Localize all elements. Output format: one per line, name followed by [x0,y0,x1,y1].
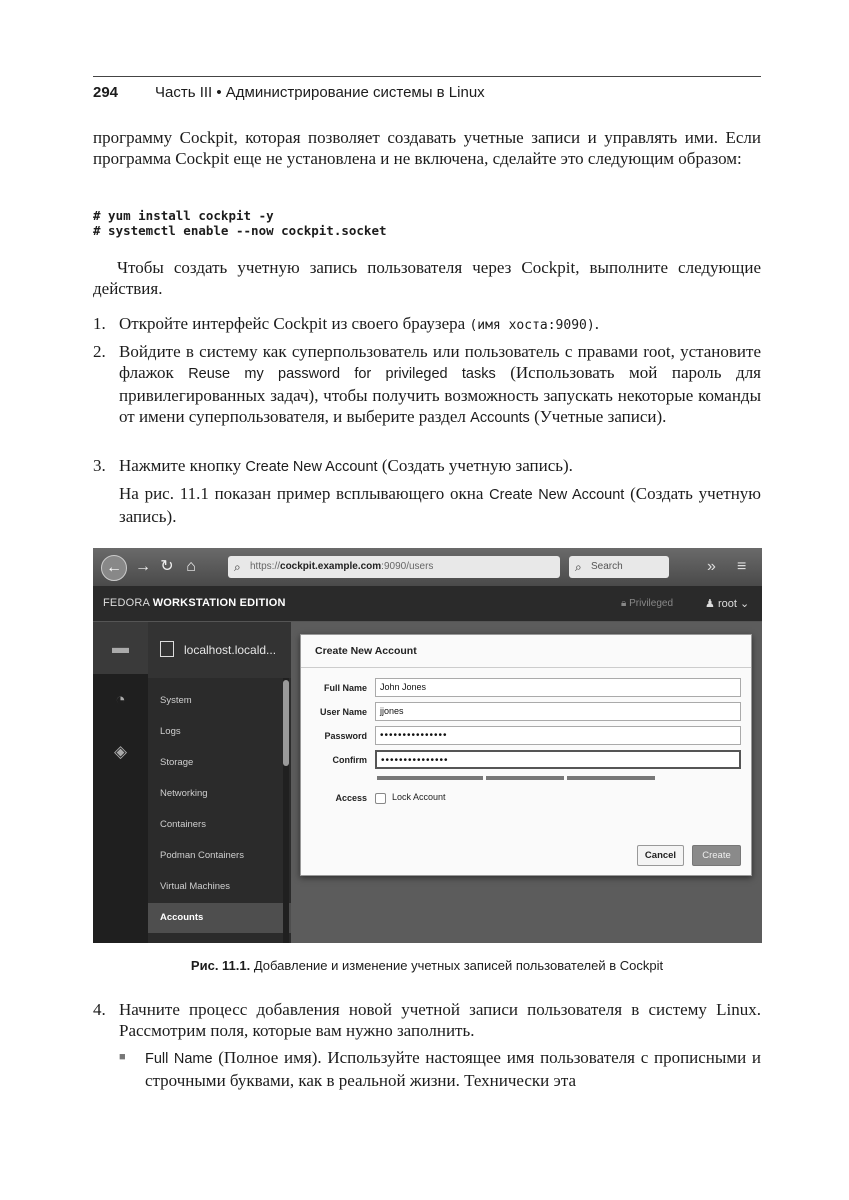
cockpit-topbar [93,586,762,622]
strength-meter-segment [377,776,483,780]
step-4-text: Начните процесс добавления новой учетной записи пользователя в систему Linux. Рассмотрим поля, которые вам нужно заполнить. [119,1000,761,1040]
step-3-end: (Создать учетную запись). [377,456,573,475]
step-number: 1. [93,314,106,333]
document-icon [160,641,174,657]
brand-bold: WORKSTATION EDITION [152,597,286,609]
sidebar-item-accounts[interactable]: Accounts [148,903,291,933]
user-name-input[interactable]: jjones [375,702,741,721]
url-bar[interactable] [228,556,560,578]
chevron-down-icon: ⌄ [739,598,750,610]
step-number: 4. [93,1000,106,1019]
url-rest: :9090/users [381,561,434,572]
step-3b-end: (Создать учетную запись). [119,484,761,526]
host-selector[interactable] [148,622,291,678]
layers-icon[interactable]: ◈ [113,742,128,761]
caption-label: Рис. 11.1. [190,958,251,973]
paragraph-2-text: Чтобы создать учетную запись пользователя через Cockpit, выполните следующие действия. [93,258,761,298]
step-2-mid: (Использовать мой пароль для привилегированных задач), чтобы получить возможность запускать некоторые команды от имени суперпользователя, и выберите раздел [119,363,761,426]
host-name: localhost.locald... [184,643,277,657]
figure-caption [93,958,761,973]
confirm-label: Confirm [332,755,367,765]
hosts-icon[interactable]: ▬ [93,622,148,674]
sidebar-scroll-thumb[interactable] [283,680,289,766]
search-icon: ⌕ [575,560,582,574]
search-placeholder: Search [591,561,623,572]
create-account-dialog [300,634,752,876]
bullet-mark: ■ [119,1051,126,1063]
back-arrow-icon[interactable]: ← [101,555,127,581]
access-label: Access [335,793,367,803]
strength-meter-segment [567,776,655,780]
sidebar-item-virtual-machines[interactable]: Virtual Machines [160,881,231,892]
search-icon: ⌕ [234,560,241,574]
strength-meter-segment [486,776,564,780]
create-account-term-2: Create New Account [489,487,625,503]
brand-label [103,597,286,609]
sidebar-item-containers[interactable]: Containers [160,819,206,830]
full-name-input[interactable]: John Jones [375,678,741,697]
create-account-term: Create New Account [245,459,378,475]
user-icon: ♟ [705,598,715,610]
step-3-text: Нажмите кнопку [119,456,246,475]
code-line-1: # yum install cockpit -y [93,208,274,223]
step-2-text: Войдите в систему как суперпользователь или пользователь с правами root, установите флажок [119,342,761,382]
paragraph-2 [93,257,761,299]
step-1-end: . [594,314,599,333]
step-number: 2. [93,342,106,361]
user-name-label: User Name [319,707,367,717]
figure-cockpit-screenshot [93,548,762,943]
vertical-nav [93,622,148,943]
header-rule [93,76,761,77]
running-header [93,84,761,106]
lock-account-label[interactable]: Lock Account [392,792,446,802]
password-input[interactable]: ••••••••••••••• [375,726,741,745]
home-icon[interactable]: ⌂ [186,558,196,575]
page-number: 294 [93,84,119,101]
url-prefix: https:// [250,561,281,572]
user-menu[interactable] [705,597,749,610]
full-name-term: Full Name [145,1051,213,1067]
browser-toolbar [93,548,762,586]
privileged-indicator[interactable] [621,598,673,609]
sidebar-item-networking[interactable]: Networking [160,788,208,799]
sidebar-item-storage[interactable]: Storage [160,757,194,768]
step-2-end: (Учетные записи). [529,407,667,426]
brand-regular: FEDORA [103,597,153,609]
reload-icon[interactable]: ↻ [160,558,174,575]
password-label: Password [324,731,367,741]
privileged-label: Privileged [629,598,674,609]
forward-arrow-icon[interactable]: → [135,558,151,575]
lock-icon: 🔒︎ [621,598,627,609]
sidebar-menu [148,678,291,943]
dashboard-icon[interactable]: ◔ [115,690,126,709]
full-name-label: Full Name [323,683,367,693]
intro-paragraph: программу Cockpit, которая позволяет создавать учетные записи и управлять ими. Если программа Cockpit еще не установлена и не включена, сделайте это следующим образом: [93,128,761,168]
confirm-password-input[interactable]: ••••••••••••••• [375,750,741,769]
caption-text: Добавление и изменение учетных записей пользователей в Cockpit [250,958,664,973]
hamburger-menu-icon[interactable]: ≡ [737,558,747,575]
sidebar-item-system[interactable]: System [160,695,192,706]
cancel-button[interactable]: Cancel [637,845,684,866]
bullet-text: (Полное имя). Используйте настоящее имя пользователя с прописными и строчными буквами, как в реальной жизни. Технически эта [145,1048,761,1090]
url-host: cockpit.example.com [280,561,382,572]
sidebar-item-logs[interactable]: Logs [160,726,181,737]
dialog-title: Create New Account [301,635,751,668]
running-title: Часть III • Администрирование системы в Linux [155,84,485,101]
step-3b-text: На рис. 11.1 показан пример всплывающего окна [119,484,490,503]
lock-account-checkbox[interactable] [375,793,386,804]
reuse-password-term: Reuse my password for privileged tasks [188,366,496,382]
step-1-text: Откройте интерфейс Cockpit из своего браузера [119,314,470,333]
browser-search-input[interactable] [569,556,669,578]
sidebar-item-podman-containers[interactable]: Podman Containers [160,850,244,861]
accounts-term: Accounts [470,410,530,426]
step-number: 3. [93,456,106,475]
overflow-chevron-icon[interactable]: » [707,558,716,575]
code-block [93,208,387,238]
code-line-2: # systemctl enable --now cockpit.socket [93,223,387,238]
create-button[interactable]: Create [692,845,741,866]
user-name: root [717,598,737,610]
host-port-code: (имя хоста:9090) [469,318,595,333]
